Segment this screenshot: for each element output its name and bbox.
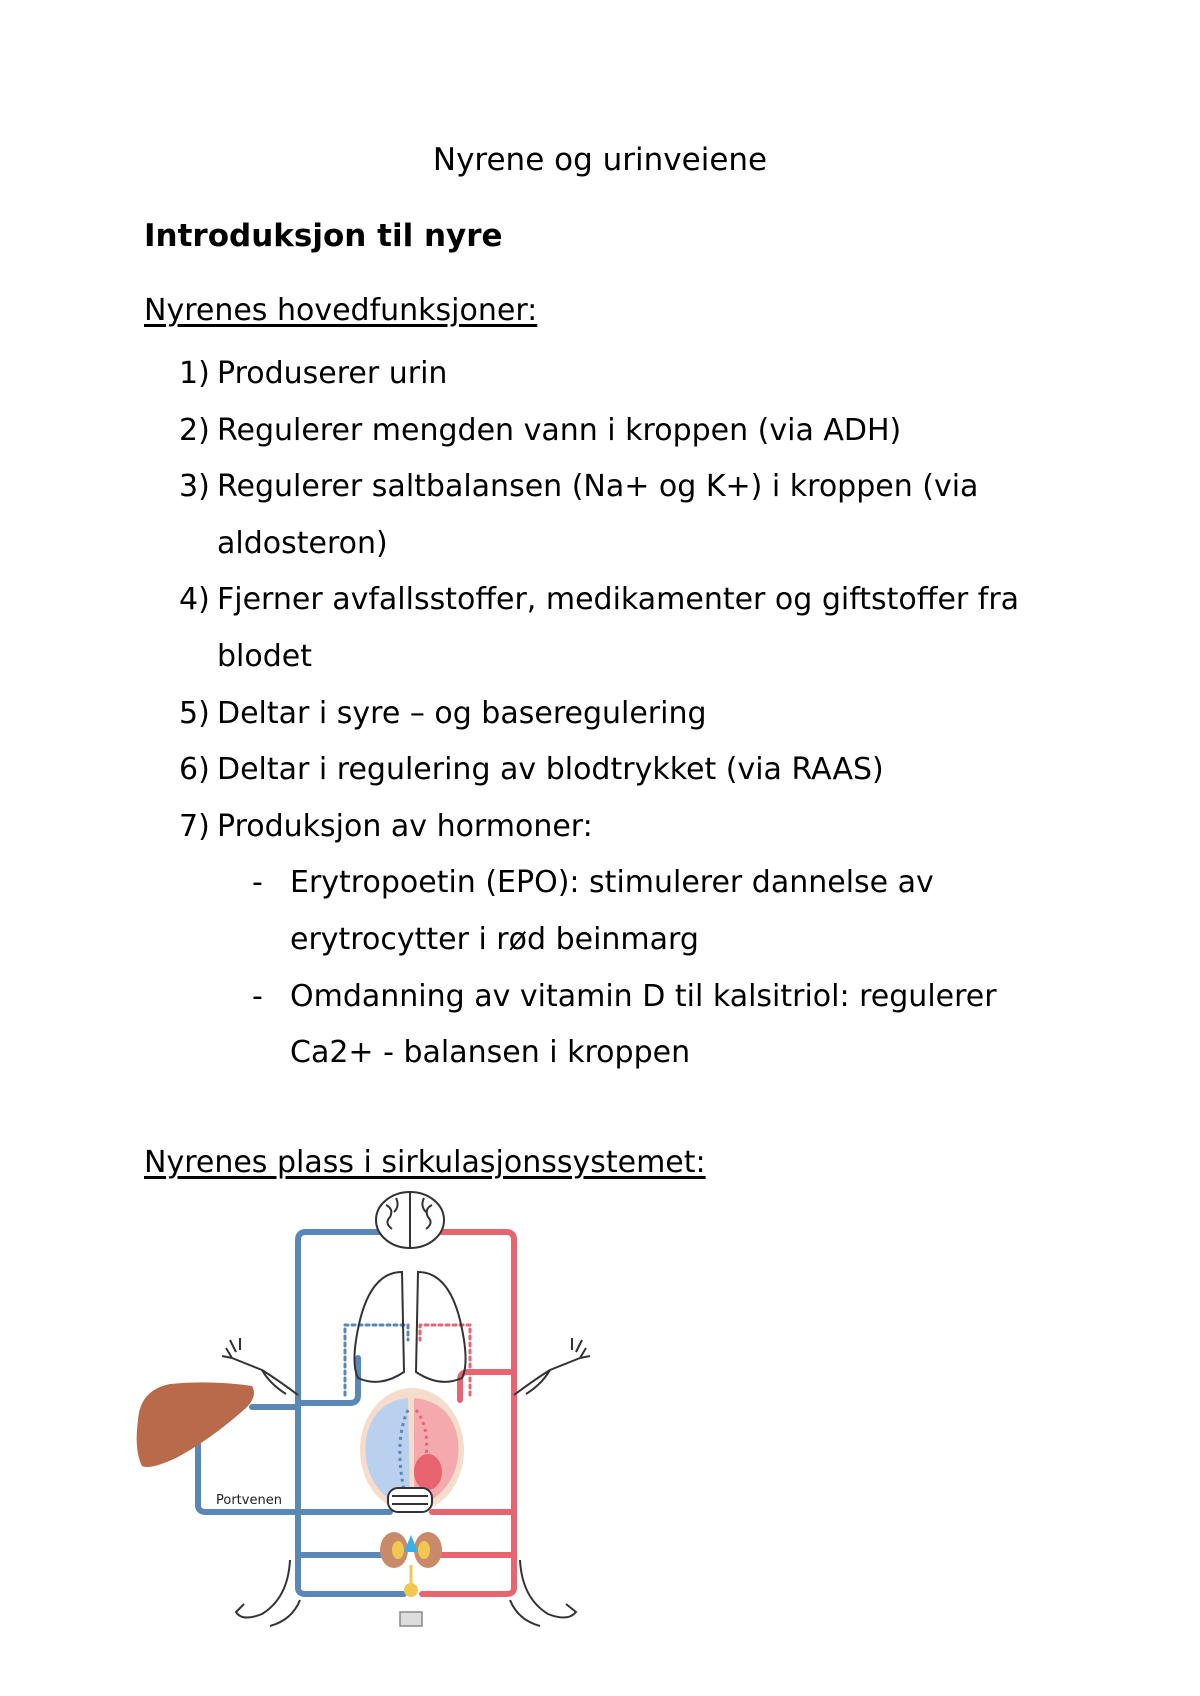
list-number: 3) [179, 469, 210, 505]
bullet-text: Erytropoetin (EPO): stimulerer dannelse av erytrocytter i rød beinmarg [290, 865, 934, 957]
right-foot-icon [510, 1560, 576, 1626]
list-text: Deltar i syre – og baseregulering [217, 695, 707, 731]
circulation-diagram [130, 1190, 600, 1630]
list-item [144, 686, 1084, 743]
document-title: Nyrene og urinveiene [432, 142, 768, 178]
lungs-icon [354, 1272, 465, 1382]
functions-list [144, 346, 1084, 1082]
brain-icon [376, 1192, 444, 1248]
portal-vein-label: Portvenen [216, 1493, 282, 1508]
list-text: Produksjon av hormoner: [217, 808, 593, 844]
list-item [144, 572, 1084, 685]
functions-subheading: Nyrenes hovedfunksjoner: [144, 293, 538, 328]
list-item [144, 346, 1084, 403]
list-text: Deltar i regulering av blodtrykket (via RAAS) [217, 752, 884, 788]
vein-path [298, 1358, 358, 1403]
list-number: 1) [179, 356, 210, 391]
bullet-text: Omdanning av vitamin D til kalsitriol: regulerer Ca2+ - balansen i kroppen [290, 978, 997, 1071]
circulation-subheading: Nyrenes plass i sirkulasjonssystemet: [144, 1145, 706, 1180]
bullet-dash: - [252, 865, 263, 901]
section-heading: Introduksjon til nyre [144, 218, 503, 254]
list-text: Regulerer mengden vann i kroppen (via ADH) [217, 412, 902, 448]
list-item [144, 459, 1084, 572]
list-item [144, 742, 1084, 799]
list-number: 7) [179, 808, 210, 844]
list-text: Regulerer saltbalansen (Na+ og K+) i kroppen (via aldosteron) [217, 469, 979, 561]
list-number: 6) [179, 752, 210, 788]
bullet-item [144, 855, 1084, 968]
artery-path [460, 1372, 514, 1400]
list-item [144, 403, 1084, 460]
list-item [144, 799, 1084, 856]
list-number: 5) [179, 695, 210, 731]
intestine-icon [388, 1488, 432, 1512]
kidneys-icon [380, 1532, 442, 1568]
right-hand-icon [514, 1338, 590, 1395]
list-number: 2) [179, 412, 210, 448]
list-text: Fjerner avfallsstoffer, medikamenter og giftstoffer fra blodet [217, 582, 1020, 674]
list-number: 4) [179, 582, 210, 618]
bullet-item [144, 969, 1084, 1082]
list-text: Produserer urin [217, 356, 448, 391]
bullet-dash: - [252, 978, 263, 1014]
left-foot-icon [236, 1560, 300, 1626]
